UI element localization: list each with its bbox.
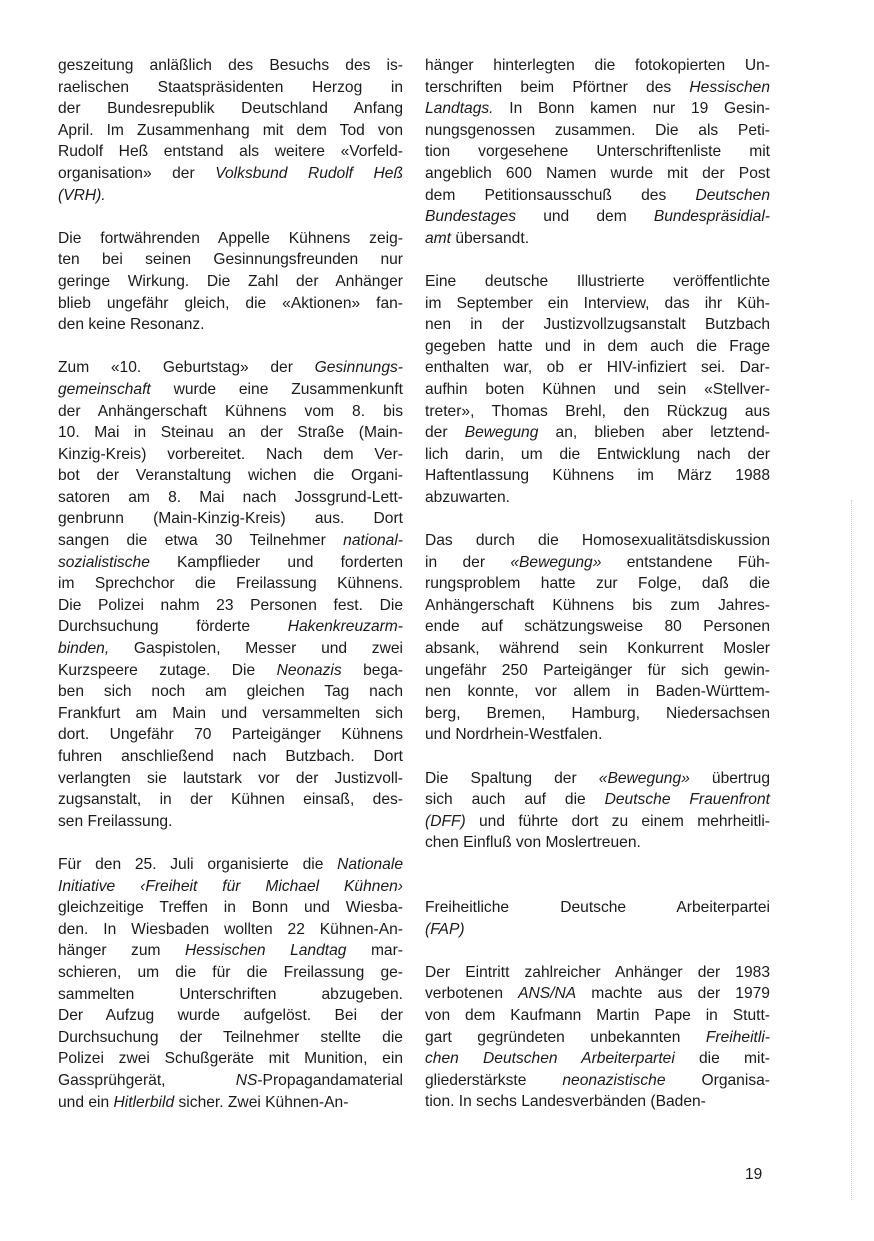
- text-segment: an, blieben aber letztend-: [538, 424, 770, 442]
- italic-term: neonazistische: [562, 1071, 666, 1089]
- text-segment: Der Aufzug wurde aufgelöst. Bei der: [58, 1007, 403, 1025]
- text-line: [425, 573, 770, 595]
- text-segment: raelischen Staatspräsidenten Herzog in: [58, 78, 403, 96]
- text-segment: entstandene Füh-: [601, 553, 770, 571]
- text-line: [58, 120, 403, 142]
- text-line: [425, 487, 770, 509]
- italic-term: Bundestages: [425, 208, 517, 226]
- text-segment: aufhin boten Kühnen und sein «Stellver-: [425, 380, 770, 398]
- text-segment: hänger zum: [58, 942, 185, 960]
- italic-term: Deutsche Frauenfront: [604, 791, 770, 809]
- paragraph: [58, 55, 403, 206]
- italic-term: (DFF): [425, 812, 466, 830]
- text-line: [58, 811, 403, 833]
- text-line: [425, 1027, 770, 1049]
- text-line: [425, 185, 770, 207]
- text-segment: chen Einfluß von Moslertreuen.: [425, 834, 641, 852]
- text-segment: satoren am 8. Mai nach Jossgrund-Lett-: [58, 488, 403, 506]
- text-segment: geringe Wirkung. Die Zahl der Anhänger: [58, 272, 403, 290]
- text-segment: Zum «10. Geburtstag» der: [58, 359, 315, 377]
- text-segment: zugsanstalt, in der Kühnen einsaß, des-: [58, 791, 403, 809]
- text-segment: tion. In sechs Landesverbänden (Baden-: [425, 1093, 706, 1111]
- text-line: [58, 1092, 403, 1114]
- text-segment: Kampflieder und forderten: [149, 553, 403, 571]
- text-line: [425, 789, 770, 811]
- text-line: [58, 595, 403, 617]
- text-segment: machte aus der 1979: [576, 985, 770, 1003]
- paragraph: [425, 271, 770, 509]
- text-line: [425, 1048, 770, 1070]
- text-segment: nen konnte, vor allem in Baden-Württem-: [425, 683, 770, 701]
- text-line: [58, 573, 403, 595]
- text-line: [425, 530, 770, 552]
- text-segment: bot der Veranstaltung wichen die Organi-: [58, 467, 403, 485]
- text-segment: verlangten sie lautstark vor der Justizvoll-: [58, 769, 403, 787]
- text-segment: abzuwarten.: [425, 488, 510, 506]
- text-line: [425, 228, 770, 250]
- text-line: [58, 314, 403, 336]
- text-line: [425, 681, 770, 703]
- text-line: [58, 444, 403, 466]
- paragraph: [58, 228, 403, 336]
- text-segment: tion vorgesehene Unterschriftenliste mit: [425, 143, 770, 161]
- left-column: [58, 55, 403, 1135]
- italic-term: Hessischen Landtag: [184, 942, 347, 960]
- text-line: [425, 120, 770, 142]
- text-line: [58, 962, 403, 984]
- text-line: [58, 55, 403, 77]
- text-line: [58, 487, 403, 509]
- italic-term: Hessischen: [689, 78, 770, 96]
- text-line: [425, 1070, 770, 1092]
- text-segment: dem Petitionsausschuß des: [425, 186, 696, 204]
- text-segment: organisation» der: [58, 164, 216, 182]
- text-segment: absank, während sein Konkurrent Mosler: [425, 640, 770, 658]
- text-segment: den. In Wiesbaden wollten 22 Kühnen-An-: [58, 920, 403, 938]
- text-segment: Die Spaltung der: [425, 769, 599, 787]
- text-segment: April. Im Zusammenhang mit dem Tod von: [58, 121, 403, 139]
- text-segment: blieb ungefähr gleich, die «Aktionen» fan-: [58, 294, 403, 312]
- text-segment: Haftentlassung Kühnens im März 1988: [425, 467, 770, 485]
- text-segment: sangen die etwa 30 Teilnehmer: [58, 532, 344, 550]
- text-line: [425, 811, 770, 833]
- text-segment: 10. Mai in Steinau an der Straße (Main-: [58, 424, 403, 442]
- italic-term: Freiheitli-: [705, 1028, 770, 1046]
- text-line: [425, 465, 770, 487]
- italic-term: Neonazis: [276, 661, 342, 679]
- text-line: [58, 703, 403, 725]
- text-line: [58, 508, 403, 530]
- text-segment: geszeitung anläßlich des Besuchs des is-: [58, 57, 403, 74]
- text-line: [58, 724, 403, 746]
- italic-term: NS: [235, 1071, 258, 1089]
- text-segment: wurde eine Zusammenkunft: [150, 380, 403, 398]
- text-segment: von dem Kaufmann Martin Pape in Stutt-: [425, 1006, 770, 1024]
- text-segment: terschriften beim Pförtner des: [425, 78, 690, 96]
- text-line: [58, 746, 403, 768]
- text-line: [58, 940, 403, 962]
- text-line: [425, 55, 770, 77]
- italic-term: gemeinschaft: [58, 380, 151, 398]
- text-segment: Freiheitliche Deutsche Arbeiterpartei: [425, 898, 770, 916]
- text-line: [425, 401, 770, 423]
- text-segment: genbrunn (Main-Kinzig-Kreis) aus. Dort: [58, 510, 403, 528]
- text-line: [58, 271, 403, 293]
- text-line: [58, 552, 403, 574]
- right-column: [425, 55, 770, 1135]
- text-segment: ungefähr 250 Parteigänger für sich gewin-: [425, 661, 770, 679]
- paragraph: [425, 768, 770, 854]
- text-segment: Gassprühgerät,: [58, 1071, 236, 1089]
- text-line: [58, 789, 403, 811]
- text-line: [58, 357, 403, 379]
- text-line: [425, 379, 770, 401]
- italic-term: binden,: [58, 640, 110, 658]
- text-line: [425, 724, 770, 746]
- text-line: [58, 228, 403, 250]
- text-segment: die mit-: [674, 1050, 770, 1068]
- italic-term: Bewegung: [464, 424, 539, 442]
- text-line: [58, 876, 403, 898]
- text-line: [58, 660, 403, 682]
- section-heading: [425, 897, 770, 940]
- text-line: [58, 616, 403, 638]
- text-segment: verbotenen: [425, 985, 519, 1003]
- text-segment: Gaspistolen, Messer und zwei: [109, 640, 403, 658]
- text-segment: der Anhängerschaft Kühnens vom 8. bis: [58, 402, 403, 420]
- italic-term: Deutschen: [695, 186, 770, 204]
- text-segment: treter», Thomas Brehl, den Rückzug aus: [425, 402, 770, 420]
- text-segment: bega-: [341, 661, 404, 679]
- italic-term: chen Deutschen Arbeiterpartei: [425, 1050, 675, 1068]
- text-segment: fuhren anschließend nach Butzbach. Dort: [58, 748, 403, 765]
- text-line: [58, 98, 403, 120]
- text-line: [58, 465, 403, 487]
- text-line: [425, 1091, 770, 1113]
- text-segment: Kurzspeere zutage. Die: [58, 661, 277, 679]
- italic-term: «Bewegung»: [510, 553, 602, 571]
- text-line: [425, 77, 770, 99]
- italic-term: ANS/NA: [518, 985, 577, 1003]
- text-segment: im Sprechchor die Freilassung Kühnens.: [58, 575, 403, 593]
- text-segment: gart gegründeten unbekannten: [425, 1028, 706, 1046]
- text-line: [58, 530, 403, 552]
- text-line: [425, 638, 770, 660]
- text-line: [58, 1048, 403, 1070]
- text-line: [58, 681, 403, 703]
- text-segment: ben sich noch am gleichen Tag nach: [58, 683, 403, 701]
- text-line: [58, 141, 403, 163]
- text-line: [425, 962, 770, 984]
- scan-edge-divider: [850, 500, 852, 1200]
- text-segment: gleichzeitige Treffen in Bonn und Wiesba-: [58, 899, 403, 917]
- text-segment: und dem: [516, 208, 654, 226]
- text-line: [425, 444, 770, 466]
- text-segment: sich auch auf die: [425, 791, 605, 809]
- text-segment: Eine deutsche Illustrierte veröffentlichte: [425, 272, 770, 290]
- text-line: [58, 919, 403, 941]
- text-line: [425, 919, 770, 941]
- text-segment: und Nordrhein-Westfalen.: [425, 726, 603, 744]
- text-line: [425, 897, 770, 919]
- italic-term: national-: [343, 532, 403, 550]
- text-line: [58, 897, 403, 919]
- text-line: [58, 422, 403, 444]
- text-segment: angeblich 600 Namen wurde mit der Post: [425, 164, 770, 182]
- text-line: [58, 379, 403, 401]
- text-segment: ten bei seinen Gesinnungsfreunden nur: [58, 251, 403, 269]
- text-segment: und ein: [58, 1093, 114, 1111]
- text-line: [425, 163, 770, 185]
- text-segment: im September ein Interview, das ihr Küh-: [425, 294, 770, 312]
- text-segment: ende auf schätzungsweise 80 Personen: [425, 618, 770, 636]
- text-line: [425, 660, 770, 682]
- italic-term: Gesinnungs-: [314, 359, 403, 377]
- text-line: [425, 357, 770, 379]
- text-segment: der: [425, 424, 465, 442]
- text-segment: schieren, um die für die Freilassung ge-: [58, 963, 403, 981]
- italic-term: (VRH).: [58, 186, 106, 204]
- italic-term: Hitlerbild: [113, 1093, 175, 1111]
- text-segment: gliederstärkste: [425, 1071, 563, 1089]
- italic-term: Initiative ‹Freiheit für Michael Kühnen›: [58, 877, 403, 895]
- text-segment: Die Polizei nahm 23 Personen fest. Die: [58, 596, 403, 614]
- text-line: [425, 616, 770, 638]
- text-line: [58, 1070, 403, 1092]
- text-line: [425, 703, 770, 725]
- italic-term: Nationale: [337, 855, 403, 873]
- text-segment: Das durch die Homosexualitätsdiskussion: [425, 532, 770, 550]
- text-segment: Die fortwährenden Appelle Kühnens zeig-: [58, 229, 403, 247]
- text-line: [58, 984, 403, 1006]
- text-line: [425, 98, 770, 120]
- text-line: [58, 768, 403, 790]
- text-segment: In Bonn kamen nur 19 Gesin-: [493, 100, 770, 118]
- text-line: [425, 336, 770, 358]
- text-segment: -Propagandamaterial: [257, 1071, 403, 1089]
- text-line: [58, 1005, 403, 1027]
- text-segment: berg, Bremen, Hamburg, Niedersachsen: [425, 704, 770, 722]
- text-line: [58, 249, 403, 271]
- text-segment: Durchsuchung der Teilnehmer stellte die: [58, 1028, 403, 1046]
- text-line: [58, 1027, 403, 1049]
- text-line: [58, 293, 403, 315]
- text-segment: nen in der Justizvollzugsanstalt Butzbach: [425, 316, 770, 334]
- text-segment: Durchsuchung förderte: [58, 618, 288, 636]
- text-line: [58, 401, 403, 423]
- text-segment: enthalten war, ob er HIV-infiziert sei. Dar-: [425, 359, 770, 377]
- text-line: [425, 595, 770, 617]
- text-segment: den keine Resonanz.: [58, 316, 205, 334]
- text-line: [425, 271, 770, 293]
- paragraph: [58, 854, 403, 1113]
- text-line: [425, 141, 770, 163]
- page-number: 19: [745, 1166, 763, 1183]
- italic-term: Volksbund Rudolf Heß: [215, 164, 403, 182]
- text-segment: Organisa-: [665, 1071, 770, 1089]
- italic-term: amt: [425, 229, 451, 247]
- text-segment: sicher. Zwei Kühnen-An-: [174, 1093, 349, 1111]
- text-segment: sammelten Unterschriften abzugeben.: [58, 985, 403, 1003]
- text-segment: lich darin, um die Entwicklung nach der: [425, 445, 770, 463]
- text-segment: Polizei zwei Schußgeräte mit Munition, ein: [58, 1050, 403, 1068]
- text-segment: Rudolf Heß entstand als weitere «Vorfeld-: [58, 143, 403, 161]
- text-segment: gegeben hatte und in dem auch die Frage: [425, 337, 770, 355]
- text-segment: übertrug: [689, 769, 770, 787]
- text-segment: und führte dort zu einem mehrheitli-: [465, 812, 770, 830]
- text-segment: rungsproblem hatte zur Folge, daß die: [425, 575, 770, 593]
- text-segment: in der: [425, 553, 511, 571]
- text-line: [425, 314, 770, 336]
- text-line: [425, 422, 770, 444]
- text-segment: dort. Ungefähr 70 Parteigänger Kühnens: [58, 726, 403, 744]
- text-line: [58, 163, 403, 185]
- paragraph: [425, 55, 770, 249]
- text-line: [425, 983, 770, 1005]
- text-segment: Kinzig-Kreis) vorbereitet. Nach dem Ver-: [58, 445, 403, 463]
- text-line: [425, 293, 770, 315]
- text-segment: sen Freilassung.: [58, 812, 173, 830]
- text-line: [425, 1005, 770, 1027]
- text-line: [58, 77, 403, 99]
- text-segment: übersandt.: [451, 229, 530, 247]
- text-line: [425, 552, 770, 574]
- paragraph: [425, 530, 770, 746]
- text-line: [425, 206, 770, 228]
- text-line: [58, 854, 403, 876]
- italic-term: Bundespräsidial-: [653, 208, 770, 226]
- text-line: [58, 185, 403, 207]
- italic-term: Hakenkreuzarm-: [287, 618, 403, 636]
- text-line: [425, 832, 770, 854]
- text-line: [58, 638, 403, 660]
- text-segment: Für den 25. Juli organisierte die: [58, 855, 338, 873]
- text-segment: Der Eintritt zahlreicher Anhänger der 1983: [425, 963, 770, 981]
- paragraph: [425, 962, 770, 1113]
- text-segment: Anhängerschaft Kühnens bis zum Jahres-: [425, 596, 770, 614]
- text-segment: mar-: [346, 942, 403, 960]
- paragraph: [58, 357, 403, 832]
- italic-term: Landtags.: [425, 100, 494, 118]
- text-segment: Frankfurt am Main und versammelten sich: [58, 704, 403, 722]
- italic-term: sozialistische: [58, 553, 150, 571]
- italic-term: (FAP): [425, 920, 465, 938]
- text-segment: der Bundesrepublik Deutschland Anfang: [58, 100, 403, 118]
- text-segment: hänger hinterlegten die fotokopierten Un-: [425, 57, 770, 74]
- text-line: [425, 768, 770, 790]
- italic-term: «Bewegung»: [598, 769, 690, 787]
- text-segment: nungsgenossen zusammen. Die als Peti-: [425, 121, 770, 139]
